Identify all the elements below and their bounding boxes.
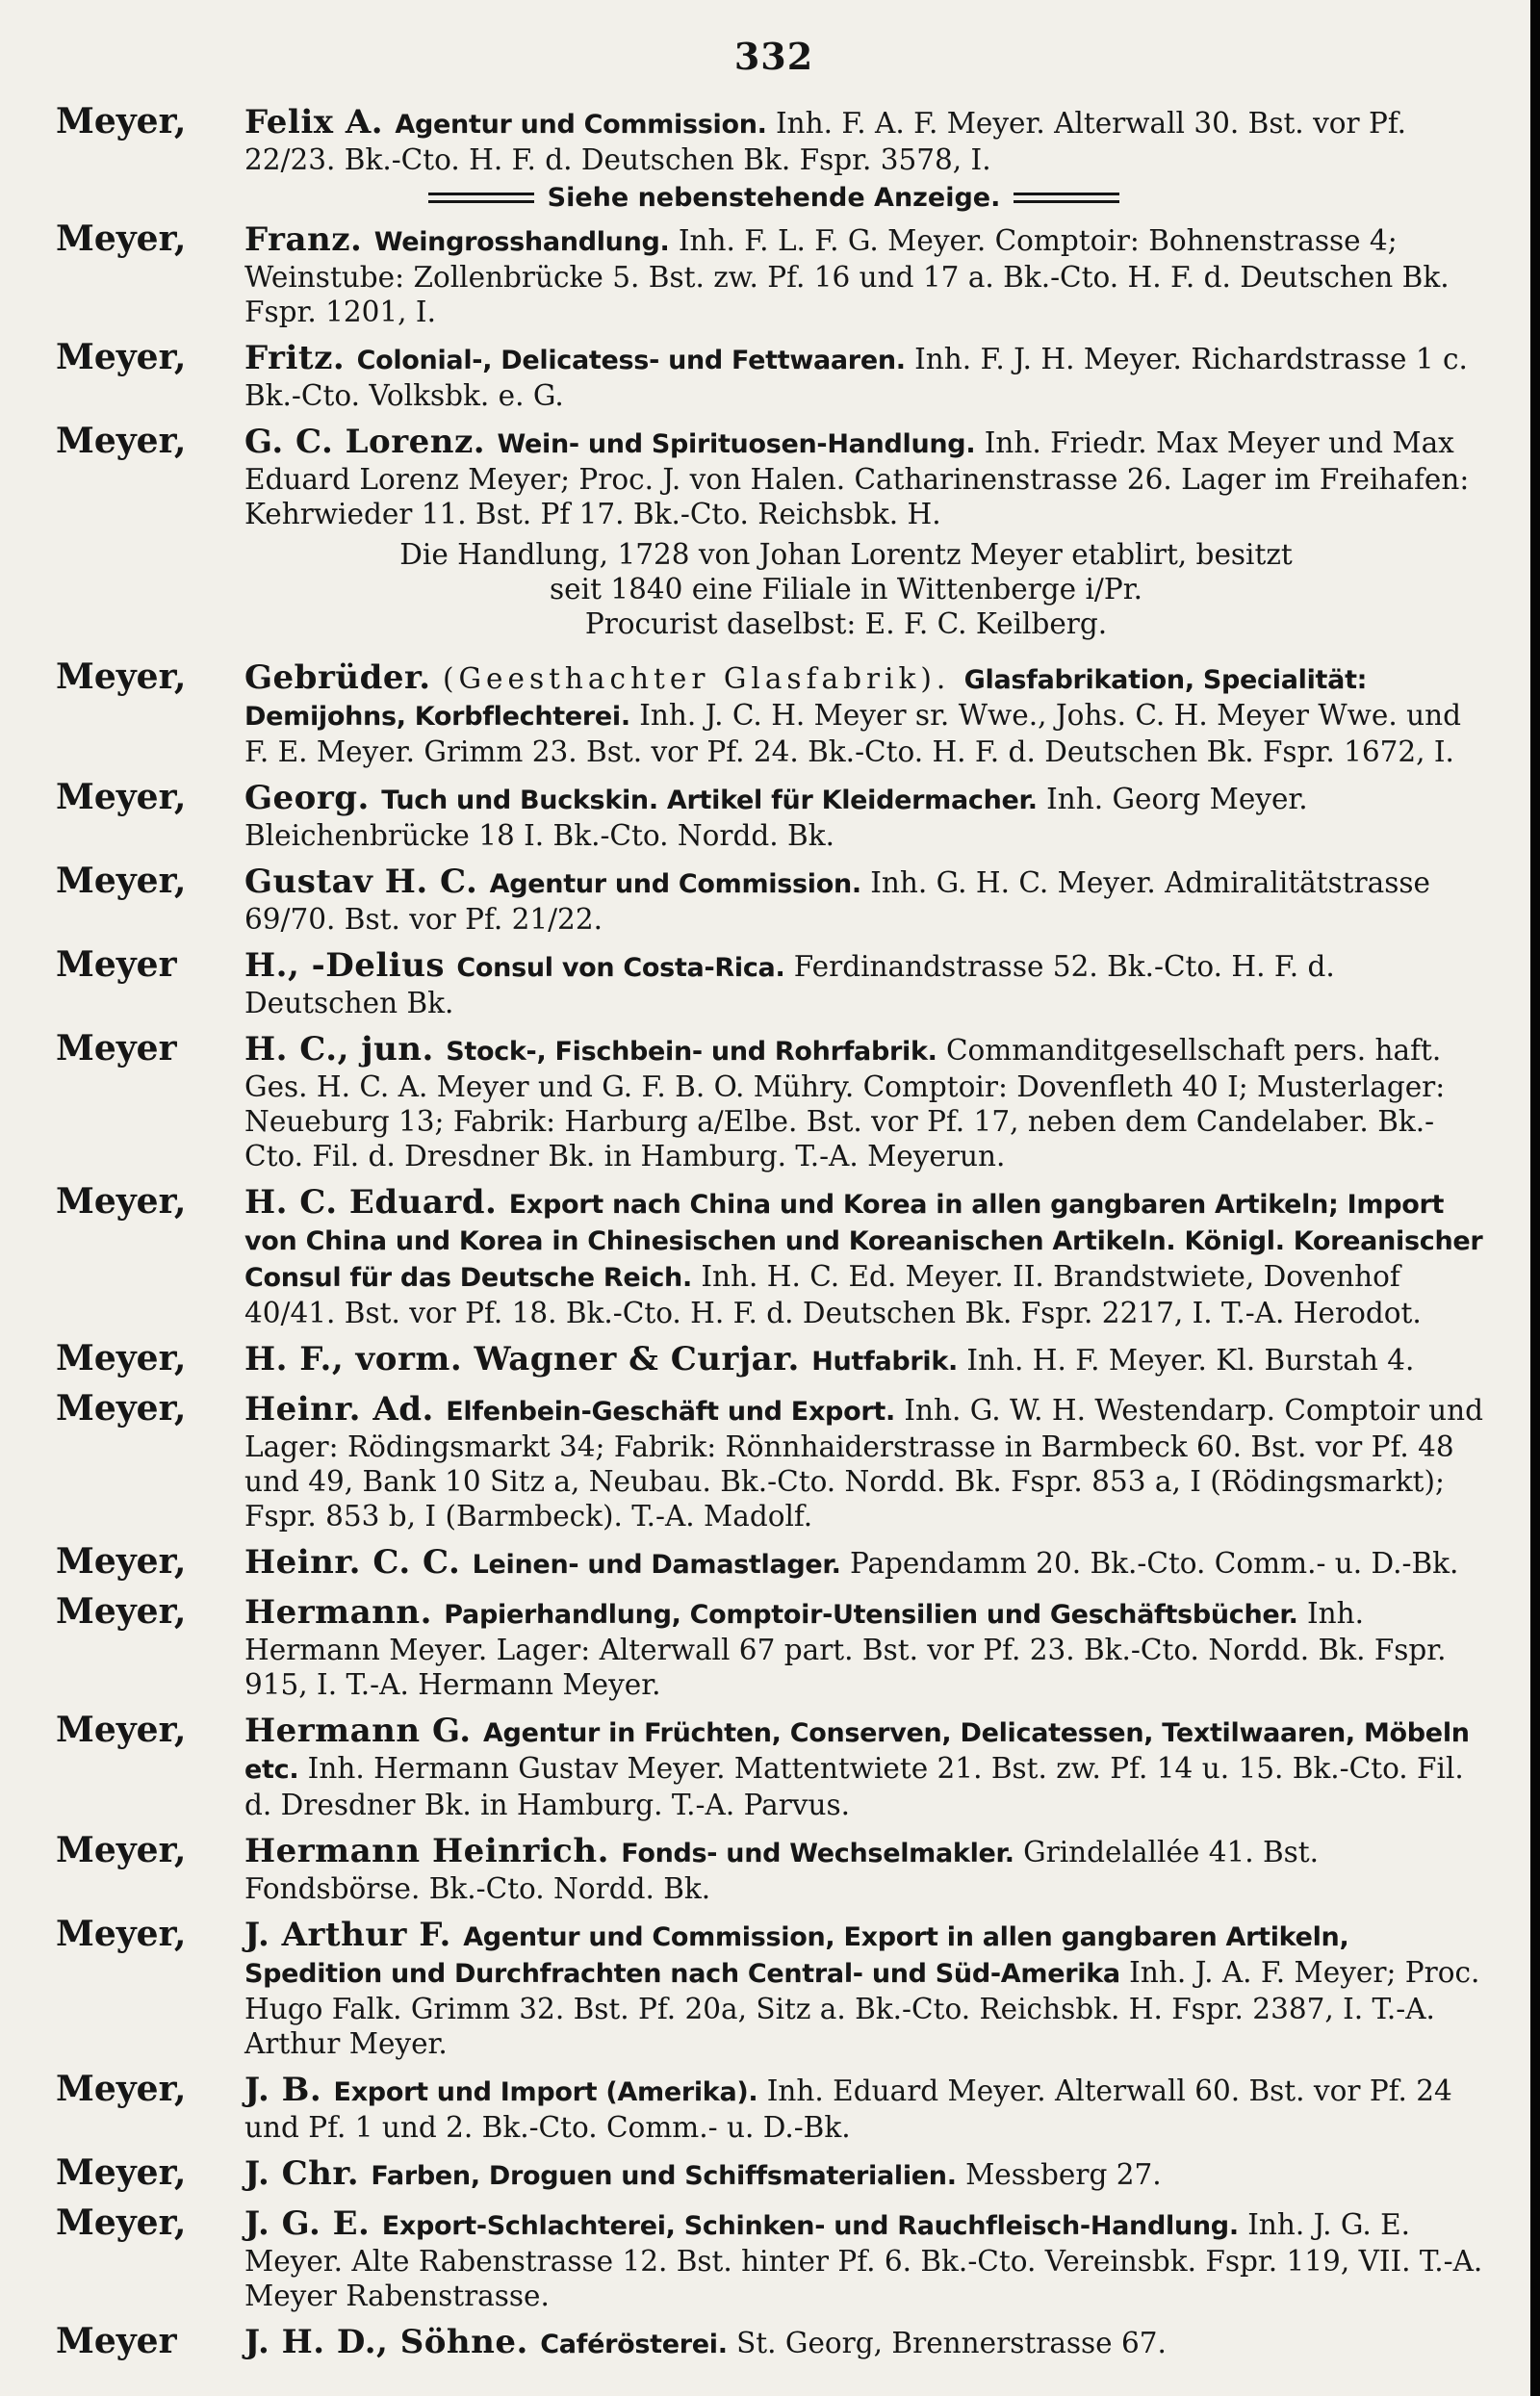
entry-surname: Meyer [56,2321,177,2361]
directory-entry [56,1708,1492,1822]
entry-given-name: Hermann G. [244,1712,483,1750]
entry-surname: Meyer, [56,1181,187,1222]
entry-content [244,1912,1492,2061]
directory-entry [56,1589,1492,1702]
entry-surname: Meyer, [56,337,187,377]
entry-trade: Export und Import (Amerika). [333,2077,758,2107]
directory-entry [56,1912,1492,2061]
entry-content [244,1708,1492,1822]
entry-details: Inh. J. G. E. Meyer. Alte Rabenstrasse 12. Bst. hinter Pf. 6. Bk.-Cto. Vereinsbk. Fspr. 119, VII. T.-A. Meyer Rabenstrasse. [244,2208,1483,2312]
page-number: 332 [733,35,814,78]
entry-details: Inh. Hermann Meyer. Lager: Alterwall 67 part. Bst. vor Pf. 23. Bk.-Cto. Nordd. Bk. Fspr. 915, I. T.-A. Hermann Meyer. [244,1597,1447,1701]
entry-content [244,217,1492,329]
entry-trade: Elfenbein-Geschäft und Export. [446,1397,895,1427]
entry-trade: Export-Schlachterei, Schinken- und Rauchfleisch-Handlung. [381,2211,1239,2241]
entry-surname: Meyer, [56,1388,187,1429]
entry-firm-note: (Geesthachter Glasfabrik). [442,662,964,695]
entry-trade: Agentur und Commission, Export in allen gangbaren Artikeln, Spedition und Durchfrachten nach Central- und Süd-Amerika [244,1922,1349,1989]
entry-content [244,1539,1492,1583]
entry-content [244,942,1492,1020]
entry-surname: Meyer, [56,2203,187,2243]
entry-given-name: J. B. [244,2071,334,2109]
entry-surname: Meyer, [56,1591,187,1632]
directory-entry [56,217,1492,329]
directory-entry [56,1828,1492,1906]
entry-content [244,1589,1492,1702]
entry-surname: Meyer, [56,101,187,142]
entry-content [244,2067,1492,2145]
entry-trade: Tuch und Buckskin. Artikel für Kleidermacher. [381,786,1038,815]
entry-given-name: Fritz. [244,339,357,377]
entry-surname: Meyer, [56,219,187,259]
directory-entry [56,2319,1492,2363]
entry-details: Inh. Friedr. Max Meyer und Max Eduard Lorenz Meyer; Proc. J. von Halen. Catharinenstrasse 26. Lager im Freihafen: Kehrwieder 11. Bst. Pf 17. Bk.-Cto. Reichsbk. H. [244,426,1470,530]
entry-trade: Agentur und Commission. [395,110,767,140]
entry-details: Inh. Hermann Gustav Meyer. Mattentwiete 21. Bst. zw. Pf. 14 u. 15. Bk.-Cto. Fil. d. Dresdner Bk. in Hamburg. T.-A. Parvus. [244,1752,1464,1821]
directory-entry [56,2201,1492,2313]
entry-surname: Meyer, [56,1541,187,1582]
entry-content [244,1179,1492,1330]
entry-trade: Papierhandlung, Comptoir-Utensilien und Geschäftsbücher. [444,1600,1298,1630]
directory-entry [56,775,1492,853]
entry-details: Commanditgesellschaft pers. haft. Ges. H. C. A. Meyer und G. F. B. O. Mühry. Comptoir: Dovenfleth 40 I; Musterlager: Neueburg 13; Fabrik: Harburg a/Elbe. Bst. vor Pf. 17, neben dem Candelaber. Bk.-Cto. Fil. d. Dresdner Bk. in Hamburg. T.-A. Meyerun. [244,1034,1446,1172]
directory-entry [56,655,1492,769]
entry-surname: Meyer, [56,1338,187,1378]
entry-content [244,1386,1492,1533]
entry-trade: Stock-, Fischbein- und Rohrfabrik. [446,1037,937,1067]
directory-entry [56,335,1492,413]
note-line: Procurist daselbst: E. F. C. Keilberg. [584,607,1108,640]
entry-content [244,2319,1492,2362]
entry-details: Ferdinandstrasse 52. Bk.-Cto. H. F. d. Deutschen Bk. [244,950,1335,1019]
entry-given-name: Heinr. Ad. [244,1390,447,1429]
entry-content [244,1828,1492,1906]
entry-given-name: J. Chr. [244,2154,372,2193]
entry-content [244,2201,1492,2313]
entry-given-name: H. F., vorm. Wagner & Curjar. [244,1340,812,1378]
directory-entry [56,1336,1492,1380]
directory-entry [56,419,1492,531]
entry-details: Inh. J. A. F. Meyer; Proc. Hugo Falk. Grimm 32. Bst. Pf. 20a, Sitz a. Bk.-Cto. Reichsbk. H. Fspr. 2387, I. T.-A. Arthur Meyer. [244,1956,1480,2060]
entry-trade: Agentur und Commission. [489,869,861,899]
entry-trade: Colonial-, Delicatess- und Fettwaaren. [356,346,906,375]
entry-given-name: G. C. Lorenz. [244,423,498,461]
entry-given-name: Hermann Heinrich. [244,1832,622,1870]
entry-details: Inh. J. C. H. Meyer sr. Wwe., Johs. C. H. Meyer Wwe. und F. E. Meyer. Grimm 23. Bst. vor Pf. 24. Bk.-Cto. H. F. d. Deutschen Bk. Fspr. 1672, I. [244,699,1462,768]
entry-surname: Meyer, [56,2069,187,2109]
entry-content [244,1026,1492,1173]
entry-given-name: H. C. Eduard. [244,1183,509,1222]
entry-surname: Meyer, [56,2152,187,2193]
entry-trade: Leinen- und Damastlager. [472,1550,841,1580]
entry-given-name: H. C., jun. [244,1030,447,1069]
entry-trade: Wein- und Spirituosen-Handlung. [497,429,976,459]
entry-content [244,99,1492,177]
entry-content [244,1336,1492,1379]
entry-details: St. Georg, Brennerstrasse 67. [736,2327,1167,2359]
entry-given-name: Felix A. [244,103,396,142]
entry-details: Inh. Eduard Meyer. Alterwall 60. Bst. vor Pf. 24 und Pf. 1 und 2. Bk.-Cto. Comm.- u. D.-Bk. [244,2074,1452,2144]
entry-content [244,335,1492,413]
directory-entry [56,859,1492,937]
directory-entry [56,1179,1492,1330]
entry-surname: Meyer, [56,777,187,817]
entry-details: Grindelallée 41. Bst. Fondsbörse. Bk.-Cto. Nordd. Bk. [244,1836,1320,1905]
entry-details: Inh. F. J. H. Meyer. Richardstrasse 1 c. Bk.-Cto. Volksbk. e. G. [244,343,1468,412]
entry-given-name: Gebrüder. [244,658,443,697]
lorenz-history-note [56,537,1492,641]
entry-given-name: Georg. [244,779,382,817]
entry-details: Inh. H. C. Ed. Meyer. II. Brandstwiete, Dovenhof 40/41. Bst. vor Pf. 18. Bk.-Cto. H. F. d. Deutschen Bk. Fspr. 2217, I. T.-A. Herodot. [244,1260,1422,1329]
entry-details: Inh. H. F. Meyer. Kl. Burstah 4. [966,1344,1415,1377]
entry-surname: Meyer, [56,1830,187,1870]
entry-surname: Meyer, [56,657,187,697]
directory-entry [56,942,1492,1020]
entry-trade: Glasfabrikation, Specialität: Demijohns, Korbflechterei. [244,665,1368,732]
entry-surname: Meyer, [56,861,187,901]
directory-entry [56,2067,1492,2145]
entry-content [244,655,1492,769]
entry-trade: Hutfabrik. [811,1347,958,1377]
entry-details: Messberg 27. [965,2158,1162,2191]
entry-given-name: J. Arthur F. [244,1916,464,1954]
note-line: seit 1840 eine Filiale in Wittenberge i/Pr. [550,573,1142,605]
entry-surname: Meyer [56,1028,177,1069]
entry-trade: Fonds- und Wechselmakler. [621,1839,1014,1868]
entry-given-name: H., -Delius [244,946,457,985]
note-line: Die Handlung, 1728 von Johan Lorentz Meyer etablirt, besitzt [399,538,1293,571]
double-rule-left [428,193,534,203]
entry-trade: Export nach China und Korea in allen gangbaren Artikeln; Import von China und Korea in Chinesischen und Koreanischen Artikeln. Königl. Koreanischer Consul für das Deutsche Reich. [244,1190,1483,1293]
entry-given-name: J. G. E. [244,2204,382,2243]
entry-content [244,775,1492,853]
entry-trade: Agentur in Früchten, Conserven, Delicatessen, Textilwaaren, Möbeln etc. [244,1718,1470,1785]
double-rule-right [1014,193,1119,203]
entry-given-name: Gustav H. C. [244,863,490,901]
entry-details: Inh. G. W. H. Westendarp. Comptoir und Lager: Rödingsmarkt 34; Fabrik: Rönnhaiderstrasse in Barmbeck 60. Bst. vor Pf. 48 und 49, Bank 10 Sitz a, Neubau. Bk.-Cto. Nordd. Bk. Fspr. 853 a, I (Rödingsmarkt); Fspr. 853 b, I (Barmbeck). T.-A. Madolf. [244,1394,1484,1533]
entry-trade: Consul von Costa-Rica. [456,953,785,983]
entry-details: Inh. F. L. F. G. Meyer. Comptoir: Bohnenstrasse 4; Weinstube: Zollenbrücke 5. Bst. zw. Pf. 16 und 17 a. Bk.-Cto. H. F. d. Deutschen Bk. Fspr. 1201, I. [244,224,1450,328]
entry-given-name: J. H. D., Söhne. [244,2323,541,2361]
entry-given-name: Franz. [244,220,374,259]
entry-surname: Meyer, [56,1914,187,1954]
directory-entry [56,2151,1492,2195]
directory-entry [56,1026,1492,1173]
entry-details: Papendamm 20. Bk.-Cto. Comm.- u. D.-Bk. [849,1547,1459,1580]
entry-details: Inh. G. H. C. Meyer. Admiralitätstrasse 69/70. Bst. vor Pf. 21/22. [244,866,1430,936]
entry-content [244,419,1492,531]
entry-details: Inh. Georg Meyer. Bleichenbrücke 18 I. Bk.-Cto. Nordd. Bk. [244,783,1308,852]
entry-trade: Weingrosshandlung. [373,227,670,257]
entry-given-name: Heinr. C. C. [244,1543,473,1582]
entry-content [244,859,1492,937]
scan-edge-shadow [1530,0,1540,2396]
advertisement-notice [56,183,1492,213]
entry-surname: Meyer, [56,421,187,461]
entry-details: Inh. F. A. F. Meyer. Alterwall 30. Bst. vor Pf. 22/23. Bk.-Cto. H. F. d. Deutschen Bk. Fspr. 3578, I. [244,107,1407,176]
entry-content [244,2151,1492,2194]
entry-trade: Caférösterei. [540,2330,728,2359]
directory-entry [56,99,1492,177]
entry-surname: Meyer, [56,1710,187,1750]
entry-given-name: Hermann. [244,1593,445,1632]
entry-surname: Meyer [56,944,177,985]
notice-text: Siehe nebenstehende Anzeige. [547,183,1001,213]
directory-entry [56,1539,1492,1584]
directory-entry [56,1386,1492,1533]
entry-trade: Farben, Droguen und Schiffsmaterialien. [371,2161,957,2191]
